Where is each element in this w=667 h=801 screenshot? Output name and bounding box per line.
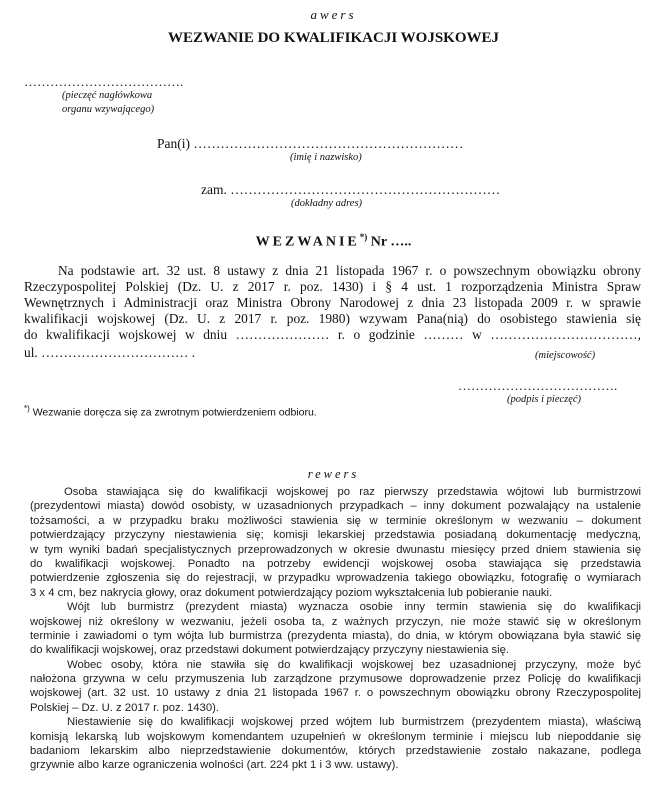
summons-nr: Nr ….. — [367, 234, 412, 250]
rewers-heading: rewers — [307, 467, 360, 481]
rewers-line: wojskowej (art. 32 ust. 10 ustawy z dnia 21 listopada 1967 r. o powszechnym obowiązku obrony Rzeczypospolitej — [30, 687, 641, 700]
recipient-address-label: (dokładny adres) — [291, 198, 363, 209]
body-line: do kwalifikacji wojskowej w dniu ………………… r. o godzinie ……… w ……………………………, — [24, 327, 641, 343]
stamp-label-line1: (pieczęć nagłówkowa — [62, 90, 153, 101]
rewers-line: do kwalifikacji wojskowej, oraz przedstawi dokument potwierdzający przyczyny niestawienia się. — [30, 644, 510, 657]
body-line: Rzeczypospolitej Polskiej (Dz. U. z 2017 r. poz. 1430) i § 4 ust. 1 rozporządzenia Ministra Spraw — [24, 279, 641, 295]
rewers-line: Wobec osoby, która nie stawiła się do kwalifikacji wojskowej bez uzasadnionej przyczyny, może być — [67, 658, 641, 671]
summons-word: WEZWANIE — [255, 234, 360, 250]
rewers-line: potwierdzający przyczyny niestawienia się; komisji lekarskiej przedstawia posiadaną dokumentację medyczną, — [30, 529, 641, 542]
place-label: (miejscowość) — [535, 350, 596, 361]
recipient-name-label: (imię i nazwisko) — [290, 152, 362, 163]
recipient-name-field — [157, 136, 463, 152]
rewers-line: w tym wyniki badań specjalistycznych przeprowadzonych w okresie dwunastu miesięcy przed dniem stawienia się — [30, 543, 641, 556]
body-line: Na podstawie art. 32 ust. 8 ustawy z dnia 21 listopada 1967 r. o powszechnym obowiązku obrony — [58, 263, 641, 278]
pan-prefix: Pan(i) — [157, 136, 194, 151]
rewers-line: 3 x 4 cm, bez nakrycia głowy, oraz dokument potwierdzający poziom wykształcenia lub pobieranie nauki. — [30, 586, 553, 599]
signature-dots: ………………………………. — [458, 378, 618, 393]
summons-body — [24, 263, 641, 343]
street-line: ul. …………………………… . — [24, 345, 196, 360]
rewers-line: badaniom lekarskim albo nieprzedstawienie dokumentów, których przedstawienie zostało nakazane, podlega — [30, 745, 641, 758]
rewers-line: Osoba stawiająca się do kwalifikacji wojskowej po raz pierwszy przedstawia wójtowi lub burmistrzowi — [64, 486, 641, 498]
rewers-line: wojskowej niż określony w wezwaniu, jeżeli osoba ta, z ważnych przyczyn, nie może stawić się w określonym — [30, 615, 641, 628]
zam-dots: …………………………………………………… — [230, 182, 501, 197]
signature-label: (podpis i pieczęć) — [507, 394, 582, 405]
document-title: WEZWANIE DO KWALIFIKACJI WOJSKOWEJ — [167, 30, 500, 46]
body-line: Wewnętrznych i Administracji oraz Ministra Obrony Narodowej z dnia 23 listopada 2009 r. w sprawie — [24, 295, 641, 311]
footnote — [24, 404, 317, 419]
rewers-line: Wójt lub burmistrz (prezydent miasta) wyznacza osobie inny termin stawienia się do kwalifikacji — [67, 601, 641, 614]
stamp-label-line2: organu wzywającego) — [62, 104, 155, 115]
rewers-line: tożsamości, a w przypadku braku możliwości stawienia się w terminie określonym w wezwaniu – dokument — [30, 514, 641, 527]
pan-dots: …………………………………………………… — [193, 136, 464, 151]
rewers-text — [30, 485, 641, 773]
footnote-text: Wezwanie doręcza się za zwrotnym potwierdzeniem odbioru. — [29, 406, 317, 419]
summons-sup: *) — [359, 232, 368, 242]
rewers-line: nałożona grzywna w celu przymuszenia lub zarządzone przymusowe doprowadzenie przez Policję do kwalifikacji — [30, 673, 641, 686]
rewers-line: potwierdzenie zgłoszenia się do rejestracji, w przypadku wprowadzenia takiego obowiązku, fotografię o wymiarach — [30, 572, 641, 585]
rewers-line: komisją lekarską lub wojskowym komendantem uzupełnień w określonym terminie i miejscu lub niepoddanie się — [30, 730, 641, 743]
rewers-line: Niestawienie się do kwalifikacji wojskowej przed wójtem lub burmistrzem (prezydentem miasta), właściwą — [67, 716, 641, 729]
stamp-dots: ………………………………. — [24, 74, 184, 89]
footnote-mark: *) — [24, 404, 30, 413]
zam-prefix: zam. — [201, 182, 231, 197]
recipient-address-field — [201, 182, 500, 198]
rewers-line: terminie i zawiadomi o tym wójta lub burmistrza (prezydenta miasta), do dnia, w którym obowiązana była stawić się — [30, 629, 641, 642]
summons-title — [0, 232, 667, 251]
awers-label: awers — [310, 7, 357, 22]
rewers-line: grzywnie albo karze ograniczenia wolności (art. 224 pkt 1 i 3 ww. ustawy). — [30, 759, 399, 772]
rewers-line: (prezydentowi miasta) dowód osobisty, w uzasadnionych przypadkach – inny dokument pozwalający na ustalenie — [30, 500, 641, 513]
rewers-line: Polskiej – Dz. U. z 2017 r. poz. 1430). — [30, 701, 220, 714]
rewers-line: do kwalifikacji wojskowej. Ponadto na potrzeby ewidencji wojskowej osoba stawiająca się przedstawia — [30, 557, 641, 570]
body-line: kwalifikacji wojskowej (Dz. U. z 2017 r. poz. 1980) wzywam Pana(nią) do osobistego stawienia się — [24, 311, 641, 327]
